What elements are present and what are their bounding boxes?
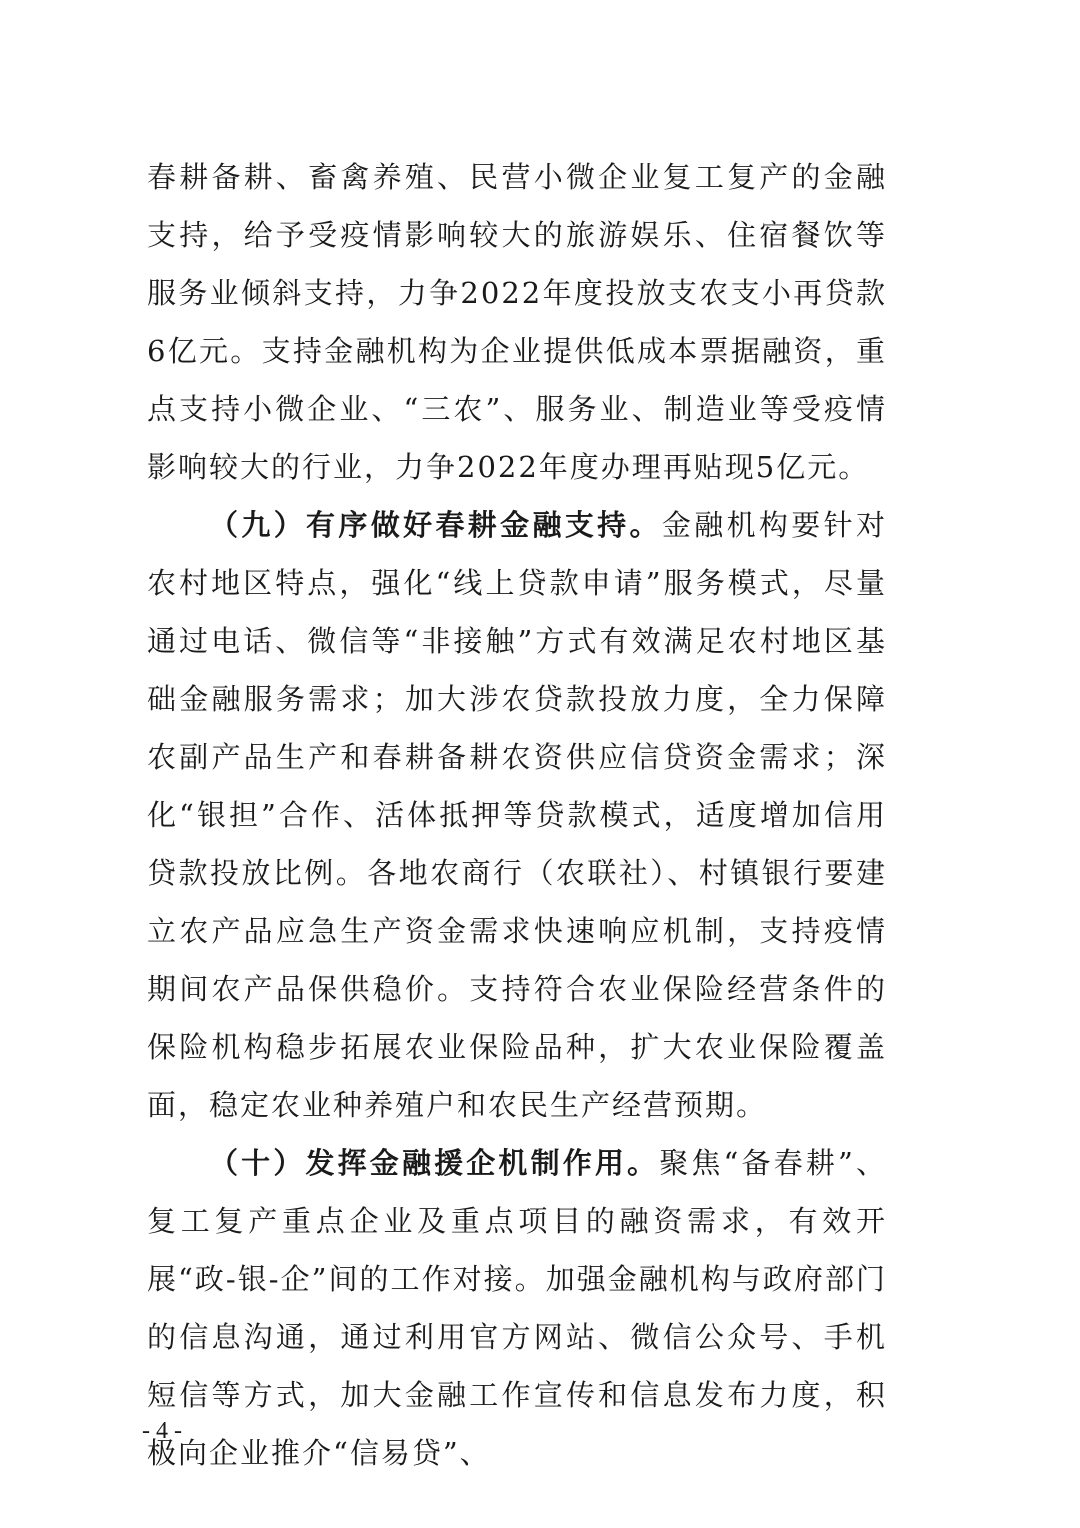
- body-text: [147, 148, 887, 1482]
- paragraph-continuation: [147, 148, 887, 496]
- paragraph-section-10: [147, 1134, 887, 1482]
- page-number: - 4 -: [142, 1418, 182, 1444]
- section-heading: （九）有序做好春耕金融支持。: [209, 508, 662, 542]
- section-heading: （十）发挥金融援企机制作用。: [209, 1146, 660, 1180]
- paragraph-section-9: [147, 496, 887, 1134]
- paragraph-text: 聚焦“备春耕”、复工复产重点企业及重点项目的融资需求，有效开展“政-银-企”间的工作对接。加强金融机构与政府部门的信息沟通，通过利用官方网站、微信公众号、手机短信等方式，加大金融工作宣传和信息发布力度，积极向企业推介“信易贷”、: [147, 1146, 887, 1470]
- paragraph-text: 金融机构要针对农村地区特点，强化“线上贷款申请”服务模式，尽量通过电话、微信等“非接触”方式有效满足农村地区基础金融服务需求；加大涉农贷款投放力度，全力保障农副产品生产和春耕备耕农资供应信贷资金需求；深化“银担”合作、活体抵押等贷款模式，适度增加信用贷款投放比例。各地农商行（农联社）、村镇银行要建立农产品应急生产资金需求快速响应机制，支持疫情期间农产品保供稳价。支持符合农业保险经营条件的保险机构稳步拓展农业保险品种，扩大农业保险覆盖面，稳定农业种养殖户和农民生产经营预期。: [147, 508, 887, 1122]
- paragraph-text: 春耕备耕、畜禽养殖、民营小微企业复工复产的金融支持，给予受疫情影响较大的旅游娱乐、住宿餐饮等服务业倾斜支持，力争2022年度投放支农支小再贷款6亿元。支持金融机构为企业提供低成本票据融资，重点支持小微企业、“三农”、服务业、制造业等受疫情影响较大的行业，力争2022年度办理再贴现5亿元。: [147, 160, 887, 484]
